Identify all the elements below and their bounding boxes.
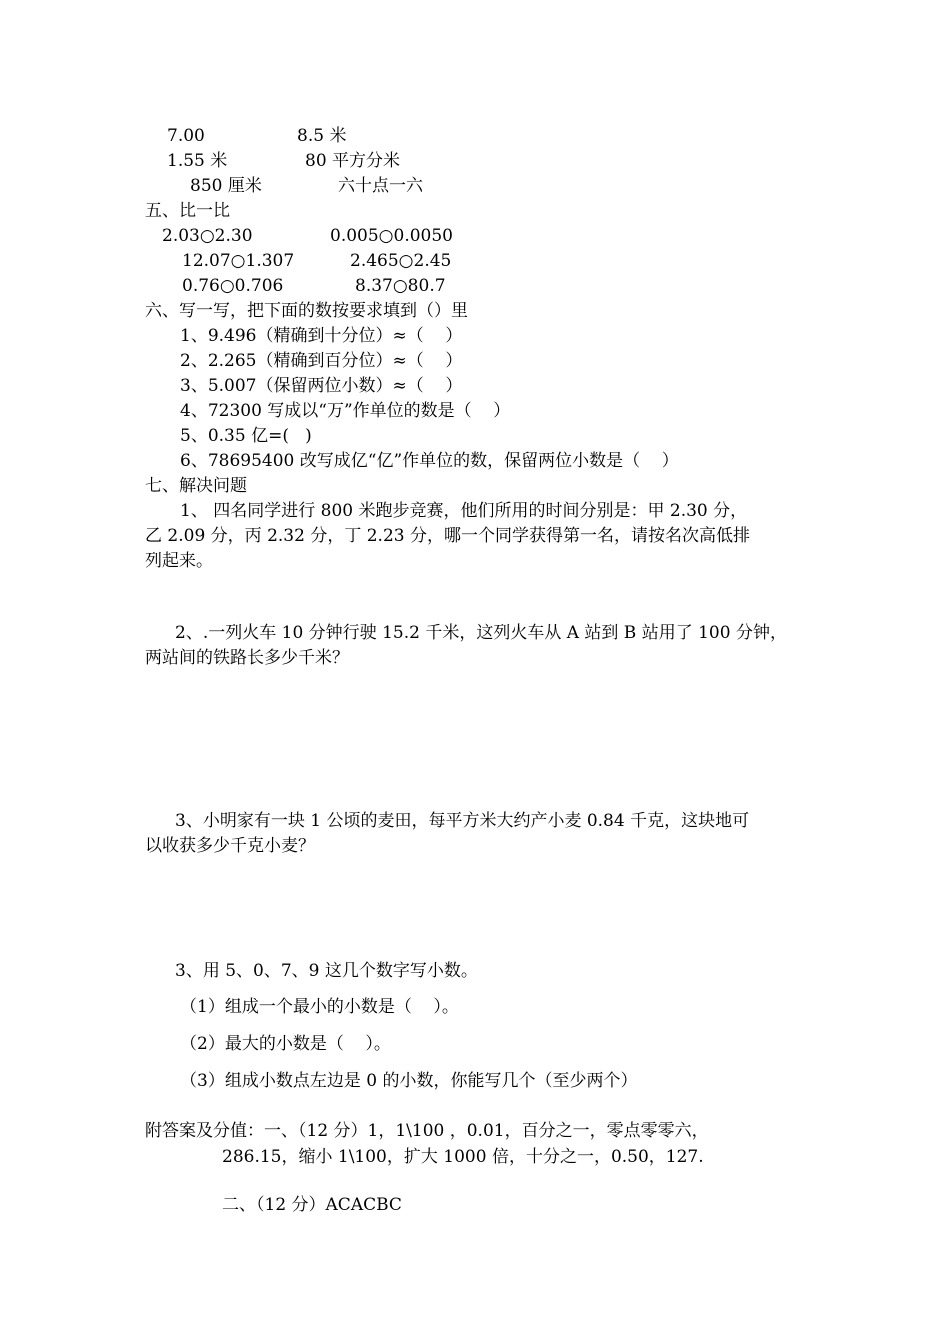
s5-r3-left: 0.76○0.706 <box>182 276 284 296</box>
q4-part-2: （2）最大的小数是（ ）。 <box>180 1034 391 1054</box>
s4-r3-left: 850 厘米 <box>190 176 262 196</box>
section5-title: 五、比一比 <box>145 201 230 221</box>
s4-r2-left: 1.55 米 <box>167 151 228 171</box>
q1-line-3: 列起来。 <box>145 551 213 571</box>
s5-r2-left: 12.07○1.307 <box>182 251 295 271</box>
section6-title: 六、写一写，把下面的数按要求填到（）里 <box>145 301 468 321</box>
s6-item-4: 4、72300 写成以“万”作单位的数是（ ） <box>180 401 511 421</box>
s5-r1-right: 0.005○0.0050 <box>330 226 453 246</box>
q1-line-1: 1、 四名同学进行 800 米跑步竞赛，他们所用的时间分别是：甲 2.30 分， <box>180 501 748 521</box>
q1-line-2: 乙 2.09 分，丙 2.32 分，丁 2.23 分，哪一个同学获得第一名，请按名次高低排 <box>145 526 750 546</box>
answers-line-1: 附答案及分值：一、（12 分）1，1\100 ，0.01，百分之一，零点零零六， <box>145 1121 709 1141</box>
s4-r3-right: 六十点一六 <box>338 176 423 196</box>
s4-r1-left: 7.00 <box>167 126 205 146</box>
s6-item-5: 5、0.35 亿=( ) <box>180 426 312 446</box>
answers-line-3: 二、（12 分）ACACBC <box>222 1195 402 1215</box>
q3-line-1: 3、小明家有一块 1 公顷的麦田，每平方米大约产小麦 0.84 千克，这块地可 <box>175 811 750 831</box>
q4-part-1: （1）组成一个最小的小数是（ ）。 <box>180 997 459 1017</box>
s6-item-1: 1、9.496（精确到十分位）≈（ ） <box>180 326 463 346</box>
s5-r2-right: 2.465○2.45 <box>350 251 452 271</box>
q4-stem: 3、用 5、0、7、9 这几个数字写小数。 <box>175 961 478 981</box>
q2-line-2: 两站间的铁路长多少千米？ <box>145 648 349 668</box>
s6-item-6: 6、78695400 改写成亿“亿”作单位的数，保留两位小数是（ ） <box>180 451 679 471</box>
s5-r3-right: 8.37○80.7 <box>355 276 446 296</box>
q4-part-3: （3）组成小数点左边是 0 的小数，你能写几个（至少两个） <box>180 1071 638 1091</box>
s6-item-3: 3、5.007（保留两位小数）≈（ ） <box>180 376 463 396</box>
section7-title: 七、解决问题 <box>145 476 247 496</box>
answers-line-2: 286.15，缩小 1\100，扩大 1000 倍，十分之一，0.50，127. <box>222 1147 704 1167</box>
q3-line-2: 以收获多少千克小麦？ <box>145 836 315 856</box>
s4-r1-right: 8.5 米 <box>297 126 347 146</box>
s6-item-2: 2、2.265（精确到百分位）≈（ ） <box>180 351 463 371</box>
q2-line-1: 2、.一列火车 10 分钟行驶 15.2 千米，这列火车从 A 站到 B 站用了 100 分钟， <box>175 623 787 643</box>
s4-r2-right: 80 平方分米 <box>305 151 401 171</box>
s5-r1-left: 2.03○2.30 <box>162 226 253 246</box>
